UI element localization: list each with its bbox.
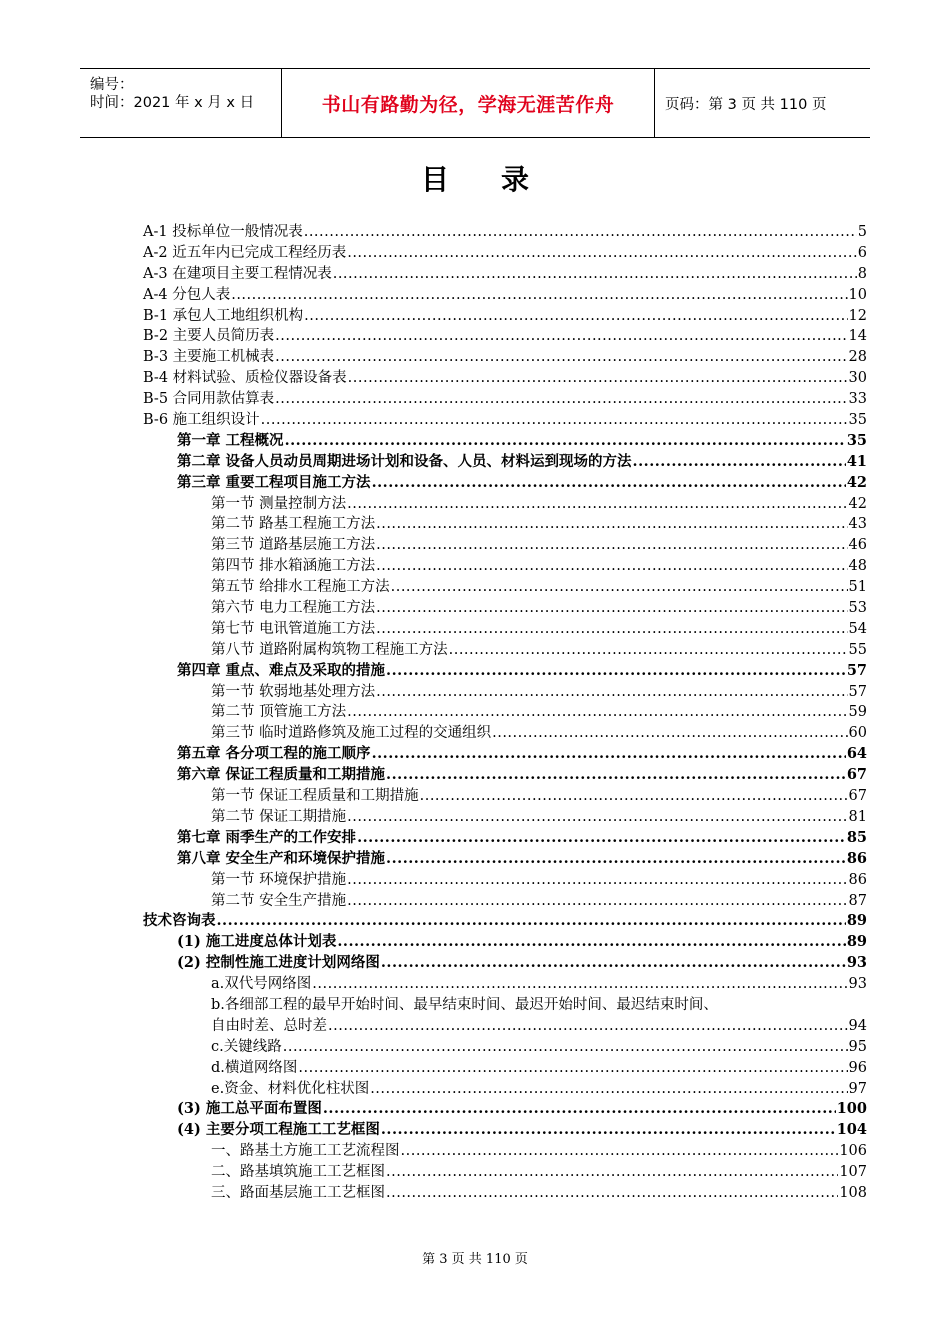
toc-title: 目录 xyxy=(420,163,581,196)
toc-leader-dots xyxy=(376,619,847,640)
toc-leader-dots xyxy=(376,535,847,556)
toc-entry-page: 53 xyxy=(848,600,867,617)
toc-entry[interactable] xyxy=(143,932,867,953)
toc-entry-page: 95 xyxy=(848,1038,867,1055)
toc-entry[interactable] xyxy=(143,326,867,347)
toc-entry-text: 二、路基填筑施工工艺框图 xyxy=(211,1164,385,1181)
toc-leader-dots xyxy=(347,243,857,264)
toc-entry-text: a.双代号网络图 xyxy=(211,976,312,993)
toc-leader-dots xyxy=(304,306,847,327)
toc-entry[interactable] xyxy=(143,1120,867,1141)
toc-entry-text: d.横道网络图 xyxy=(211,1059,298,1076)
toc-entry-text: B-5 合同用款估算表 xyxy=(143,391,275,408)
page-header xyxy=(80,68,870,138)
toc-entry-text: c.关键线路 xyxy=(211,1038,282,1055)
toc-leader-dots xyxy=(376,682,847,703)
toc-leader-dots xyxy=(347,494,847,515)
toc-leader-dots xyxy=(386,661,846,682)
toc-entry-text: 技术咨询表 xyxy=(143,912,216,930)
toc-entry-text: A-3 在建项目主要工程情况表 xyxy=(143,265,332,282)
toc-entry-text: 第一节 环境保护措施 xyxy=(211,871,347,888)
toc-entry-page: 28 xyxy=(848,349,867,366)
toc-entry[interactable] xyxy=(143,389,867,410)
time-label: 时间：2021 年 x 月 x 日 xyxy=(90,95,255,111)
toc-entry[interactable] xyxy=(143,849,867,870)
toc-entry-page: 106 xyxy=(839,1143,867,1160)
toc-entry-text: 第二节 路基工程施工方法 xyxy=(211,516,376,533)
toc-entry[interactable] xyxy=(143,723,867,744)
toc-entry-page: 46 xyxy=(848,537,867,554)
code-label: 编号： xyxy=(90,77,134,93)
toc-leader-dots xyxy=(347,870,847,891)
toc-entry[interactable] xyxy=(143,1079,867,1100)
toc-leader-dots xyxy=(283,1037,848,1058)
toc-entry[interactable] xyxy=(143,514,867,535)
toc-leader-dots xyxy=(348,368,848,389)
toc-entry-page: 67 xyxy=(848,788,867,805)
toc-entry-text: 第七章 雨季生产的工作安排 xyxy=(177,828,357,846)
toc-entry-text: 第一节 保证工程质量和工期措施 xyxy=(211,788,419,805)
toc-entry[interactable] xyxy=(143,1058,867,1079)
toc-entry-text: 第四章 重点、难点及采取的措施 xyxy=(177,661,386,679)
toc-entry-text: 第八节 道路附属构筑物工程施工方法 xyxy=(211,641,448,658)
toc-leader-dots xyxy=(347,891,847,912)
toc-entry-page: 64 xyxy=(846,745,867,763)
toc-entry-page: 57 xyxy=(846,661,867,679)
toc-entry[interactable] xyxy=(143,974,867,995)
toc-entry[interactable] xyxy=(143,661,867,682)
toc-entry[interactable] xyxy=(143,640,867,661)
toc-leader-dots xyxy=(304,222,857,243)
toc-leader-dots xyxy=(347,702,847,723)
toc-entry-page: 60 xyxy=(848,725,867,742)
header-motto: 书山有路勤为径，学海无涯苦作舟 xyxy=(282,69,655,137)
toc-entry-text: 第二节 安全生产措施 xyxy=(211,892,347,909)
toc-entry-page: 86 xyxy=(846,849,867,867)
toc-leader-dots xyxy=(420,786,848,807)
toc-leader-dots xyxy=(401,1141,839,1162)
toc-entry-page: 33 xyxy=(848,391,867,408)
toc-entry-page: 57 xyxy=(848,683,867,700)
toc-entry-page: 67 xyxy=(846,766,867,784)
page-label: 页码：第 3 页 共 110 页 xyxy=(665,96,827,113)
toc-leader-dots xyxy=(231,285,847,306)
toc-entry-text: 第二章 设备人员动员周期进场计划和设备、人员、材料运到现场的方法 xyxy=(177,452,632,470)
toc-entry[interactable] xyxy=(143,494,867,515)
toc-entry[interactable] xyxy=(143,828,867,849)
toc-entry-page: 48 xyxy=(848,558,867,575)
toc-leader-dots xyxy=(633,452,846,473)
toc-entry-text: 三、路面基层施工工艺框图 xyxy=(211,1184,385,1201)
toc-entry[interactable] xyxy=(143,347,867,368)
toc-entry-text: A-2 近五年内已完成工程经历表 xyxy=(143,244,347,261)
toc-leader-dots xyxy=(323,1099,836,1120)
toc-entry-page: 55 xyxy=(848,641,867,658)
toc-entry-text: 第三节 道路基层施工方法 xyxy=(211,537,376,554)
toc-entry-page: 5 xyxy=(857,224,867,240)
toc-entry-text: 第五节 给排水工程施工方法 xyxy=(211,579,390,596)
toc-entry[interactable] xyxy=(143,995,867,1016)
toc-entry-page: 104 xyxy=(836,1121,867,1139)
toc-entry-page: 42 xyxy=(846,473,867,491)
toc-entry-page: 81 xyxy=(848,808,867,825)
toc-leader-dots xyxy=(376,556,847,577)
toc-entry-page: 54 xyxy=(848,620,867,637)
toc-leader-dots xyxy=(370,1079,847,1100)
toc-entry-text: (2) 控制性施工进度计划网络图 xyxy=(177,954,380,972)
toc-leader-dots xyxy=(386,765,846,786)
toc-entry-text: 第六章 保证工程质量和工期措施 xyxy=(177,766,386,784)
toc-entry-page: 108 xyxy=(839,1184,867,1201)
toc-entry-page: 94 xyxy=(848,1017,867,1034)
toc-entry-text: 第五章 各分项工程的施工顺序 xyxy=(177,745,371,763)
toc-entry[interactable] xyxy=(143,1183,867,1204)
toc-entry-page: 42 xyxy=(848,495,867,512)
toc-entry-page: 85 xyxy=(846,828,867,846)
toc-leader-dots xyxy=(337,932,845,953)
toc-entry-text: A-4 分包人表 xyxy=(143,286,231,303)
toc-entry-page: 30 xyxy=(848,370,867,387)
toc-entry-page: 59 xyxy=(848,704,867,721)
toc-entry-text: 第六节 电力工程施工方法 xyxy=(211,600,376,617)
toc-leader-dots xyxy=(386,1183,838,1204)
toc-entry-page: 93 xyxy=(846,954,867,972)
toc-entry[interactable] xyxy=(143,431,867,452)
toc-entry-text: 第一节 软弱地基处理方法 xyxy=(211,683,376,700)
toc-entry-page: 43 xyxy=(848,516,867,533)
toc-entry-text: b.各细部工程的最早开始时间、最早结束时间、最迟开始时间、最迟结束时间、 xyxy=(211,996,718,1013)
toc-leader-dots xyxy=(357,828,846,849)
toc-entry-text: e.资金、材料优化柱状图 xyxy=(211,1080,370,1097)
toc-entry-text: 一、路基土方施工工艺流程图 xyxy=(211,1143,400,1160)
toc-leader-dots xyxy=(372,744,846,765)
toc-entry-text: B-6 施工组织设计 xyxy=(143,412,260,429)
toc-leader-dots xyxy=(449,640,848,661)
toc-entry[interactable] xyxy=(143,222,867,243)
header-page-cell xyxy=(655,69,870,137)
toc-leader-dots xyxy=(381,953,846,974)
toc-entry[interactable] xyxy=(143,1162,867,1183)
toc-entry-text: 第七节 电讯管道施工方法 xyxy=(211,620,376,637)
toc-entry-text: 第三节 临时道路修筑及施工过程的交通组织 xyxy=(211,725,492,742)
toc-entry[interactable] xyxy=(143,807,867,828)
toc-leader-dots xyxy=(312,974,847,995)
toc-entry-page: 96 xyxy=(848,1059,867,1076)
toc-entry[interactable] xyxy=(143,870,867,891)
toc-entry-text: B-4 材料试验、质检仪器设备表 xyxy=(143,370,347,387)
toc-entry-page: 12 xyxy=(848,307,867,324)
toc-leader-dots xyxy=(275,326,847,347)
toc-entry-text: (4) 主要分项工程施工工艺框图 xyxy=(177,1121,380,1139)
toc-entry-page: 89 xyxy=(846,933,867,951)
toc-entry-page: 107 xyxy=(839,1164,867,1181)
toc-entry[interactable] xyxy=(143,410,867,431)
toc-entry-text: A-1 投标单位一般情况表 xyxy=(143,224,303,240)
toc-entry-text: 第二节 保证工期措施 xyxy=(211,808,347,825)
toc-leader-dots xyxy=(285,431,846,452)
toc-entry[interactable] xyxy=(143,911,867,932)
header-meta-cell xyxy=(80,69,282,137)
toc-entry[interactable] xyxy=(143,452,867,473)
toc-leader-dots xyxy=(372,473,846,494)
toc-leader-dots xyxy=(275,347,847,368)
toc-entry[interactable] xyxy=(143,702,867,723)
toc-entry-text: 第四节 排水箱涵施工方法 xyxy=(211,558,376,575)
toc-entry[interactable] xyxy=(143,368,867,389)
toc-entry-page: 35 xyxy=(846,431,867,449)
toc-leader-dots xyxy=(391,577,848,598)
toc-leader-dots xyxy=(492,723,847,744)
toc-leader-dots xyxy=(376,514,847,535)
toc-entry-text: B-2 主要人员简历表 xyxy=(143,328,275,345)
toc-entry[interactable] xyxy=(143,682,867,703)
toc-entry-page: 8 xyxy=(857,265,867,282)
toc-leader-dots xyxy=(386,1162,838,1183)
table-of-contents xyxy=(143,222,867,1204)
toc-entry-page: 97 xyxy=(848,1080,867,1097)
toc-entry-page: 35 xyxy=(848,412,867,429)
toc-entry-page: 41 xyxy=(846,452,867,470)
toc-leader-dots xyxy=(333,264,857,285)
toc-leader-dots xyxy=(328,1016,848,1037)
toc-entry[interactable] xyxy=(143,1037,867,1058)
toc-entry-page: 93 xyxy=(848,976,867,993)
toc-entry[interactable] xyxy=(143,535,867,556)
toc-entry-text: 第八章 安全生产和环境保护措施 xyxy=(177,849,386,867)
toc-entry-text: B-1 承包人工地组织机构 xyxy=(143,307,304,324)
toc-leader-dots xyxy=(261,410,848,431)
toc-entry[interactable] xyxy=(143,577,867,598)
toc-entry[interactable] xyxy=(143,306,867,327)
toc-entry[interactable] xyxy=(143,765,867,786)
toc-entry-page: 86 xyxy=(848,871,867,888)
toc-leader-dots xyxy=(275,389,847,410)
toc-leader-dots xyxy=(381,1120,836,1141)
toc-entry-text: 第二节 顶管施工方法 xyxy=(211,704,347,721)
toc-entry[interactable] xyxy=(143,1141,867,1162)
toc-leader-dots xyxy=(386,849,846,870)
toc-entry-text: 第一章 工程概况 xyxy=(177,431,284,449)
toc-entry[interactable] xyxy=(143,744,867,765)
toc-leader-dots xyxy=(376,598,847,619)
toc-entry-text: 第三章 重要工程项目施工方法 xyxy=(177,473,371,491)
toc-entry[interactable] xyxy=(143,1099,867,1120)
toc-leader-dots xyxy=(217,911,846,932)
toc-entry[interactable] xyxy=(143,786,867,807)
toc-entry-page: 89 xyxy=(846,912,867,930)
toc-leader-dots xyxy=(298,1058,847,1079)
toc-entry[interactable] xyxy=(143,243,867,264)
toc-entry[interactable] xyxy=(143,598,867,619)
toc-entry-text: 第一节 测量控制方法 xyxy=(211,495,347,512)
toc-entry[interactable] xyxy=(143,953,867,974)
toc-entry[interactable] xyxy=(143,891,867,912)
toc-entry-text: B-3 主要施工机械表 xyxy=(143,349,275,366)
toc-entry[interactable] xyxy=(143,285,867,306)
toc-entry[interactable] xyxy=(143,1016,867,1037)
toc-entry-page: 10 xyxy=(848,286,867,303)
toc-entry[interactable] xyxy=(143,619,867,640)
toc-entry-page: 6 xyxy=(857,244,867,261)
page-footer: 第 3 页 共 110 页 xyxy=(422,1252,528,1267)
toc-entry-text: 自由时差、总时差 xyxy=(211,1017,327,1034)
toc-entry-page: 100 xyxy=(836,1100,867,1118)
toc-entry-page: 87 xyxy=(848,892,867,909)
toc-entry-page: 51 xyxy=(848,579,867,596)
toc-entry[interactable] xyxy=(143,264,867,285)
toc-leader-dots xyxy=(347,807,847,828)
toc-entry[interactable] xyxy=(143,556,867,577)
toc-entry-text: (3) 施工总平面布置图 xyxy=(177,1100,322,1118)
toc-entry[interactable] xyxy=(143,473,867,494)
toc-entry-page: 14 xyxy=(848,328,867,345)
toc-entry-text: (1) 施工进度总体计划表 xyxy=(177,933,337,951)
